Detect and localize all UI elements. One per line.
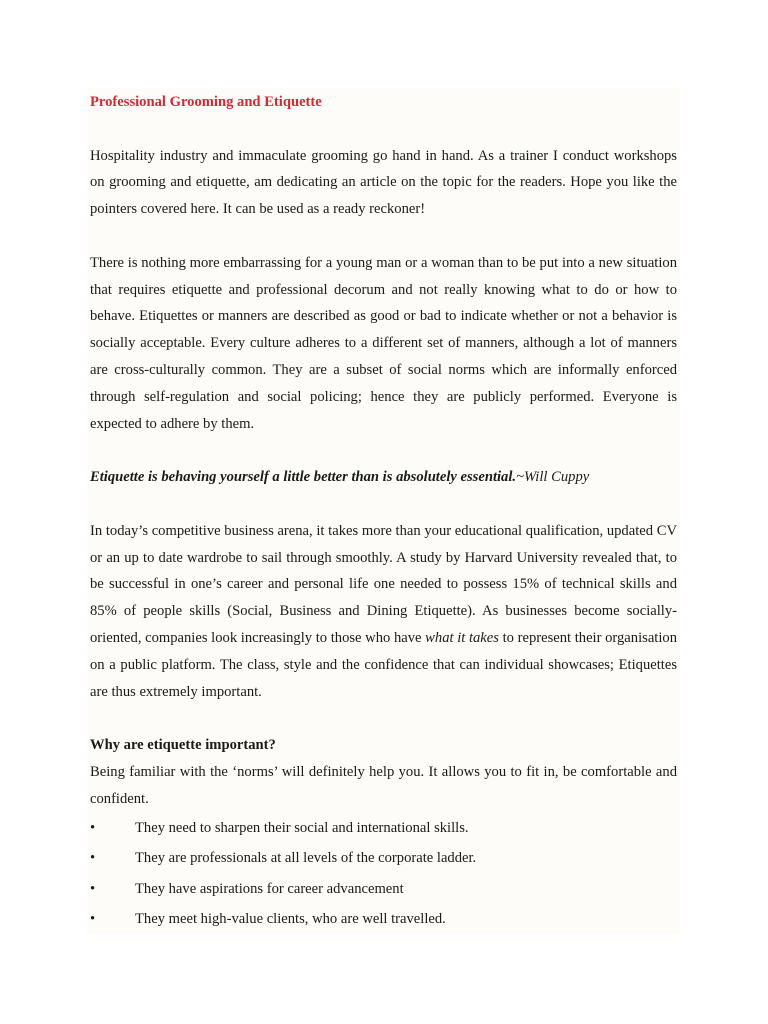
bullet-icon: • [90, 911, 96, 928]
paragraph-embarrassing: There is nothing more embarrassing for a young man or a woman than to be put into a new situation that requires etiquette and professional decorum and not really knowing what to do or how to behave. Etiquettes or manners are described as good or bad to indicate whether or not a behavior is socially acceptable. Every culture adheres to a different set of manners, although a lot of manners are cross-culturally common. They are a subset of social norms which are informally enforced through self-regulation and social policing; hence they are publicly performed. Everyone is expected to adhere by them. [90, 254, 677, 432]
list-item-text: They are professionals at all levels of the corporate ladder. [135, 850, 477, 867]
section-heading: Why are etiquette important? [90, 737, 276, 754]
bullet-icon: • [90, 880, 96, 897]
list-item [90, 874, 677, 905]
spacer [90, 116, 677, 143]
paragraph-norms: Being familiar with the ‘norms’ will definitely help you. It allows you to fit in, be comfortable and confident. [90, 763, 677, 807]
paragraph-business-arena-part2: to represent their organisation on a public platform. The class, style and the confidence that can individual showcases; Etiquettes are thus extremely important. [90, 629, 677, 700]
list-item-text: They meet high-value clients, who are well travelled. [135, 911, 446, 928]
quote-text: Etiquette is behaving yourself a little better than is absolutely essential. [90, 469, 517, 486]
paragraph-intro: Hospitality industry and immaculate grooming go hand in hand. As a trainer I conduct workshops on grooming and etiquette, am dedicating an article on the topic for the readers. Hope you like the pointers covered here. It can be used as a ready reckoner! [90, 147, 677, 218]
spacer [90, 491, 677, 518]
paragraph-business-arena-part1: In today’s competitive business arena, it takes more than your educational qualification, updated CV or an up to date wardrobe to sail through smoothly. A study by Harvard University revealed that, to be successful in one’s career and personal life one needed to possess 15% of technical skills and 85% of people skills (Social, Business and Dining Etiquette). As businesses become socially-oriented, companies look increasingly to those who have [90, 522, 677, 646]
list-item [90, 904, 677, 935]
bullet-list [90, 813, 677, 935]
paragraph-emphasis: what it takes [425, 629, 499, 646]
list-item [90, 843, 677, 874]
spacer [90, 437, 677, 464]
paragraph-business-arena [90, 518, 677, 706]
list-item [90, 813, 677, 844]
bullet-icon: • [90, 850, 96, 867]
quote [90, 464, 677, 491]
list-item-text: They need to sharpen their social and international skills. [135, 819, 469, 836]
list-item-text: They have aspirations for career advancement [135, 880, 404, 897]
spacer [90, 705, 677, 732]
bullet-icon: • [90, 819, 96, 836]
document-page [87, 88, 680, 934]
document-title: Professional Grooming and Etiquette [90, 94, 322, 110]
spacer [90, 223, 677, 250]
quote-author: ~Will Cuppy [516, 469, 590, 486]
document-content [90, 88, 677, 935]
